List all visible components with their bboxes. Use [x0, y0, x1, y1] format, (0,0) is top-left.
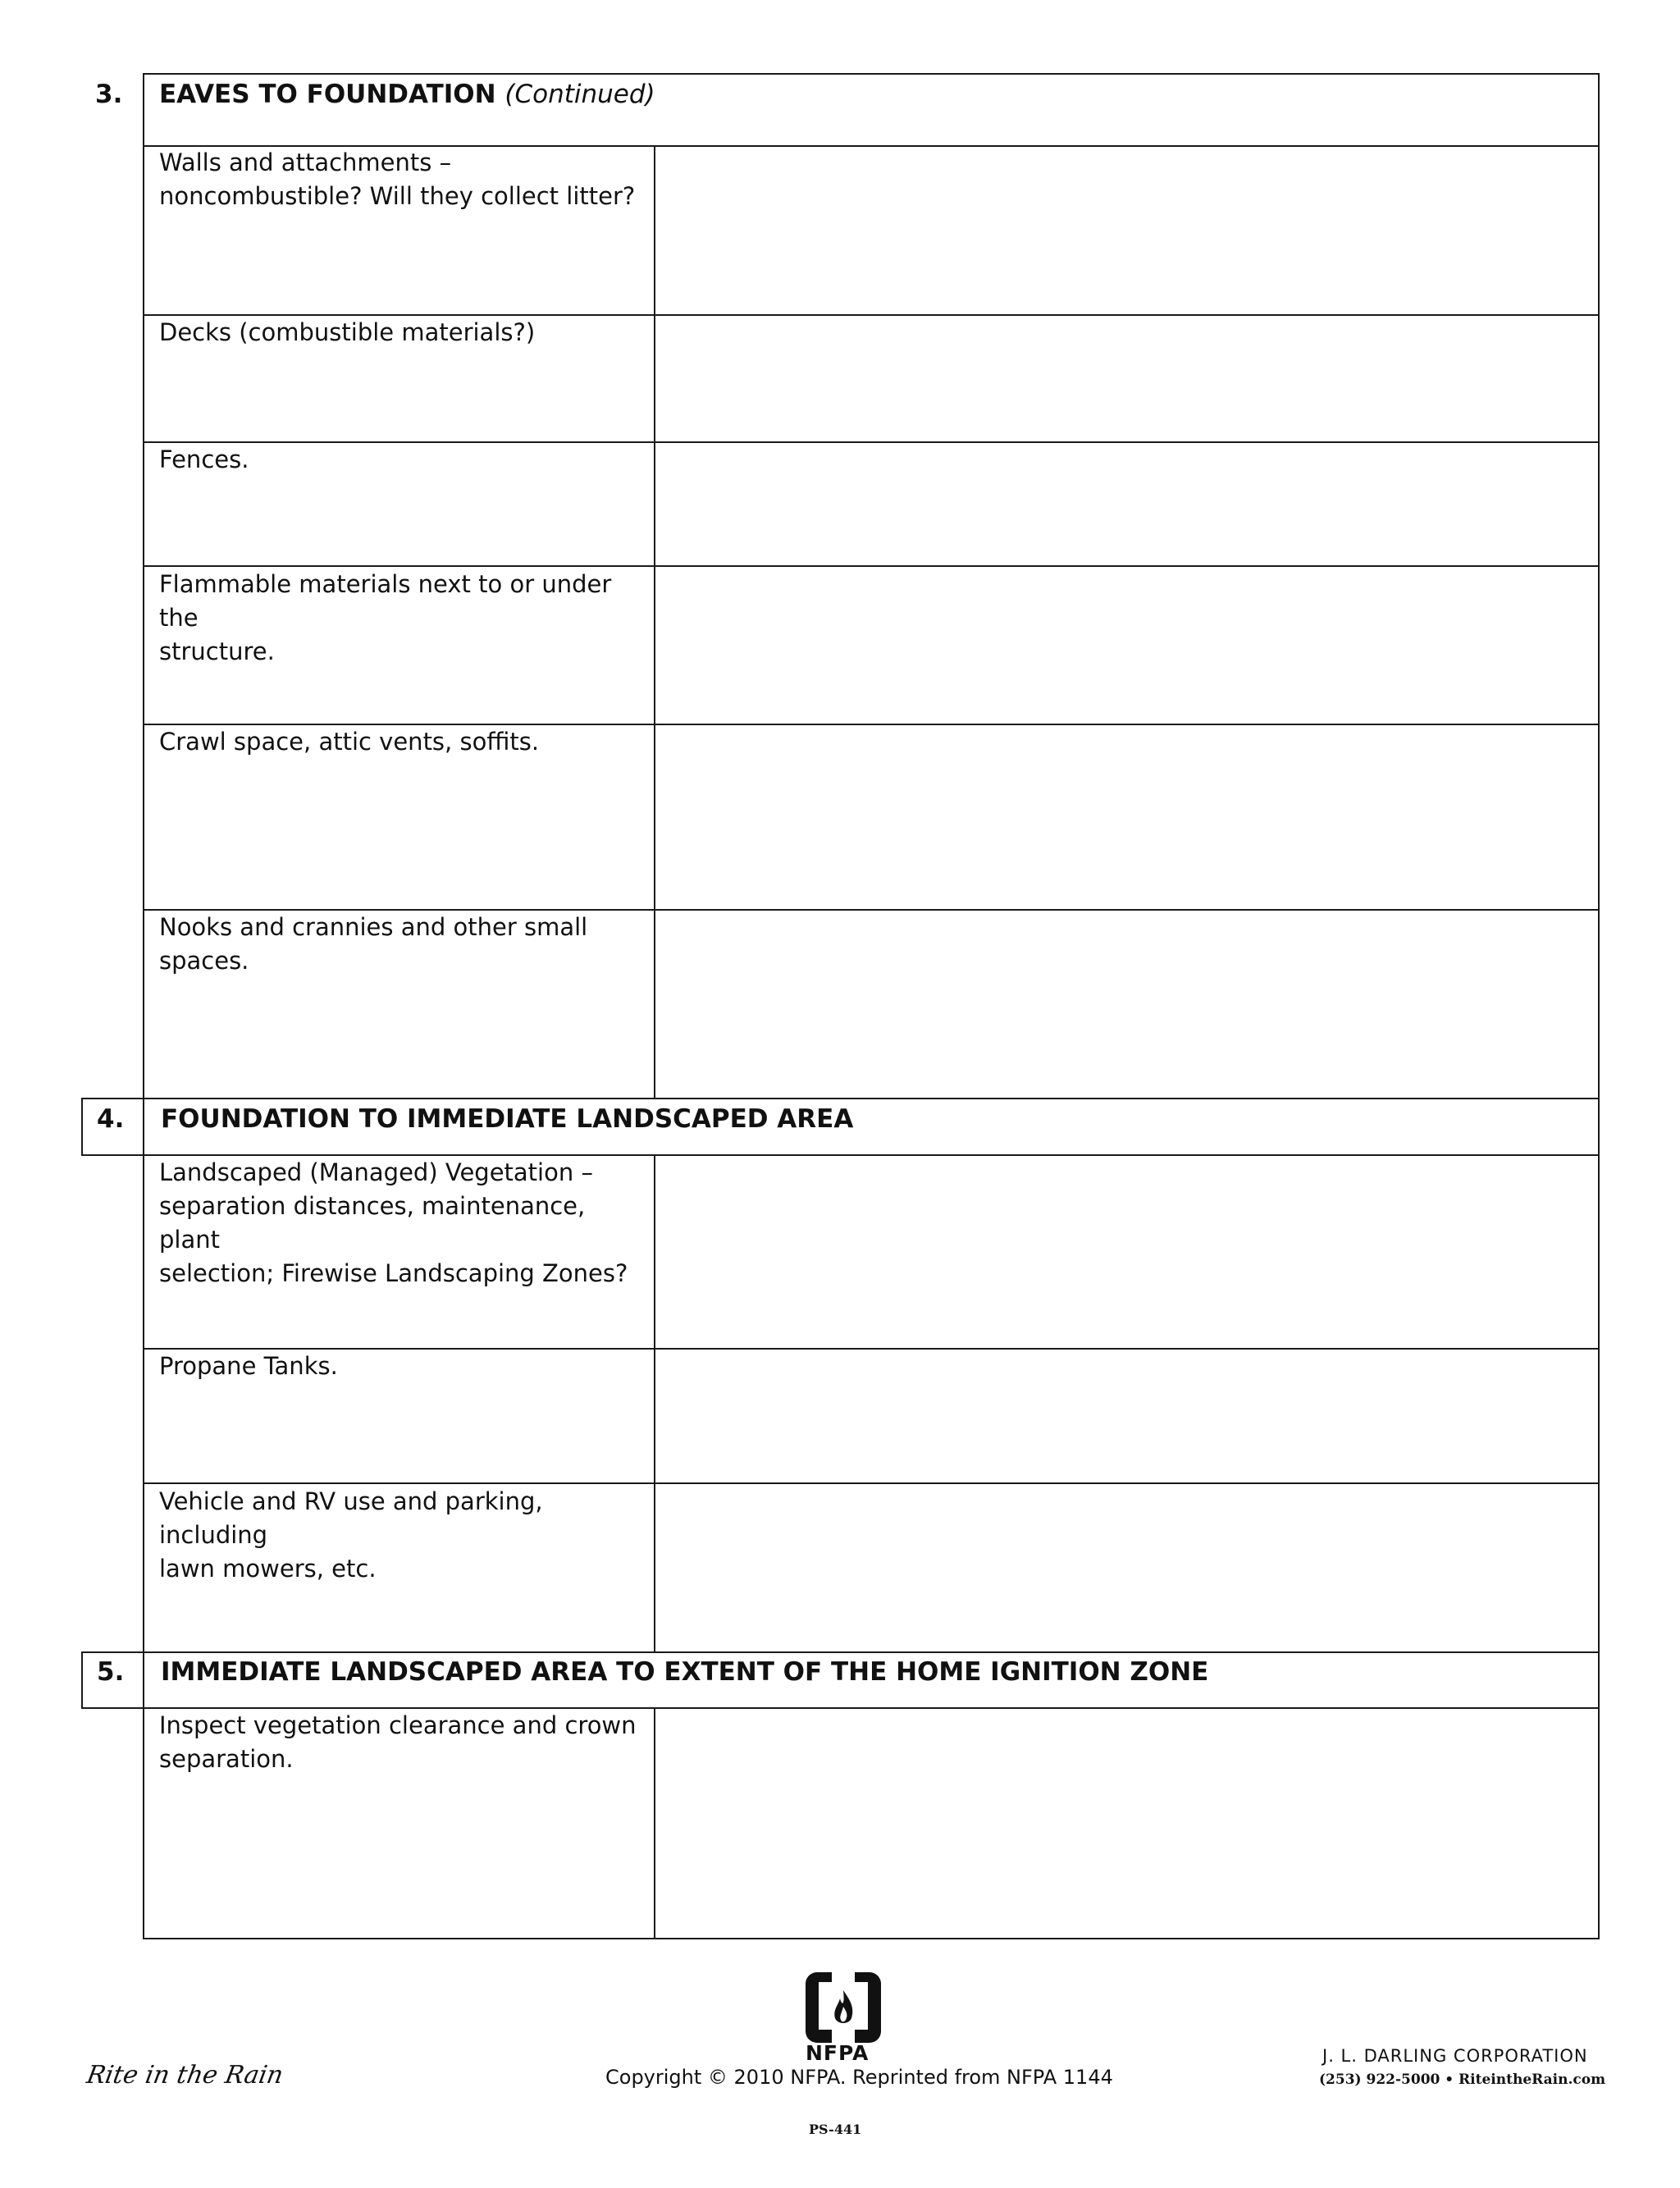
- answer-field[interactable]: [656, 317, 1598, 441]
- section-title: FOUNDATION TO IMMEDIATE LANDSCAPED AREA: [161, 1104, 854, 1134]
- company-contact: (253) 922-5000 • RiteintheRain.com: [1319, 2072, 1606, 2088]
- question-label: Vehicle and RV use and parking, including lawn mowers, etc.: [159, 1487, 543, 1583]
- section-title-suffix: (Continued): [504, 80, 655, 109]
- section-title-text: EAVES TO FOUNDATION: [159, 80, 496, 109]
- answer-field[interactable]: [656, 726, 1598, 908]
- section-number: 3.: [95, 80, 123, 109]
- question-label: Crawl space, attic vents, soffits.: [159, 728, 540, 756]
- copyright-text: Copyright © 2010 NFPA. Reprinted from NFPA 1144: [605, 2066, 1113, 2089]
- section-title: [159, 80, 655, 109]
- nfpa-logo-text: NFPA: [806, 2041, 870, 2065]
- question-label: Landscaped (Managed) Vegetation – separation distances, maintenance, plant selection; Firewise Landscaping Zones?: [159, 1158, 628, 1287]
- question-label: Propane Tanks.: [159, 1352, 338, 1380]
- answer-field[interactable]: [656, 1710, 1598, 1937]
- answer-field[interactable]: [656, 1350, 1598, 1482]
- question-label: Inspect vegetation clearance and crown separation.: [159, 1711, 637, 1773]
- question-label: Decks (combustible materials?): [159, 318, 536, 346]
- rite-in-the-rain-logo: Rite in the Rain: [84, 2061, 285, 2090]
- form-code: PS-441: [809, 2122, 862, 2137]
- question-label: Fences.: [159, 445, 249, 473]
- answer-field[interactable]: [656, 1157, 1598, 1347]
- answer-field[interactable]: [656, 444, 1598, 564]
- question-label: Flammable materials next to or under the structure.: [159, 570, 612, 665]
- company-name: J. L. DARLING CORPORATION: [1322, 2046, 1588, 2066]
- answer-field[interactable]: [656, 1485, 1598, 1651]
- question-label: Walls and attachments – noncombustible? Will they collect litter?: [159, 148, 636, 210]
- section-title: IMMEDIATE LANDSCAPED AREA TO EXTENT OF THE HOME IGNITION ZONE: [161, 1657, 1209, 1687]
- answer-field[interactable]: [656, 148, 1598, 313]
- section-number: 5.: [97, 1657, 125, 1687]
- section-number: 4.: [97, 1104, 125, 1134]
- question-label: Nooks and crannies and other small spaces.: [159, 913, 588, 975]
- answer-field[interactable]: [656, 911, 1598, 1097]
- answer-field[interactable]: [656, 568, 1598, 723]
- nfpa-logo-icon: [802, 1971, 884, 2053]
